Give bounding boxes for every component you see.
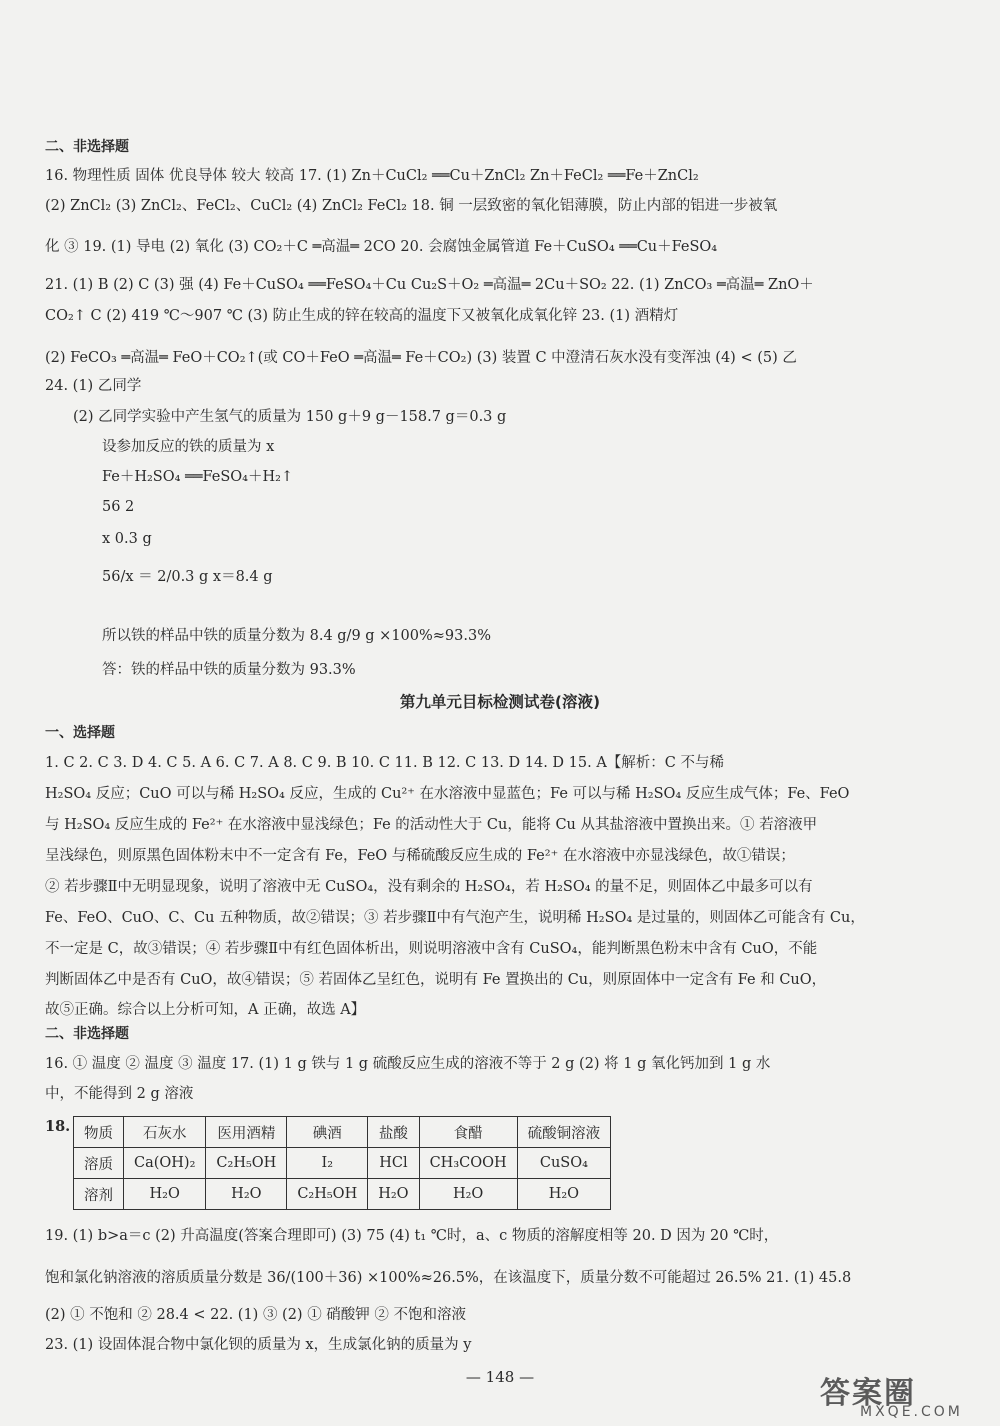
text-line: 设参加反应的铁的质量为 x (102, 439, 275, 455)
text-line: 21. (1) B (2) C (3) 强 (4) Fe＋CuSO₄ ══FeSO₄＋Cu Cu₂S＋O₂ ═高温═ 2Cu＋SO₂ 22. (1) ZnCO₃ ═高温═ ZnO＋ (45, 277, 814, 293)
text-line: (2) 乙同学实验中产生氢气的质量为 150 g＋9 g－158.7 g＝0.3 g (73, 409, 507, 425)
text-line: (2) ① 不饱和 ② 28.4 < 22. (1) ③ (2) ① 硝酸钾 ② 不饱和溶液 (45, 1307, 467, 1323)
table-cell: 溶剂 (74, 1179, 124, 1210)
table-row (74, 1148, 611, 1179)
text-line: 呈浅绿色，则原黑色固体粉末中不一定含有 Fe，FeO 与稀硫酸反应生成的 Fe²⁺ 在水溶液中亦显浅绿色，故①错误； (45, 848, 795, 864)
section-heading: 一、选择题 (45, 725, 115, 741)
table-cell: C₂H₅OH (206, 1148, 287, 1179)
text-line: 16. ① 温度 ② 温度 ③ 温度 17. (1) 1 g 铁与 1 g 硫酸反应生成的溶液不等于 2 g (2) 将 1 g 氧化钙加到 1 g 水 (45, 1056, 771, 1072)
table-cell: Ca(OH)₂ (124, 1148, 206, 1179)
table-cell: I₂ (287, 1148, 368, 1179)
table-cell: 物质 (74, 1117, 124, 1148)
text-line: (2) ZnCl₂ (3) ZnCl₂、FeCl₂、CuCl₂ (4) ZnCl₂ FeCl₂ 18. 铜 一层致密的氧化铝薄膜，防止内部的铝进一步被氧 (45, 198, 778, 214)
text-line: 56/x ＝ 2/0.3 g x＝8.4 g (102, 569, 273, 585)
text-line: (2) FeCO₃ ═高温═ FeO＋CO₂↑(或 CO＋FeO ═高温═ Fe＋CO₂) (3) 装置 C 中澄清石灰水没有变浑浊 (4) < (5) 乙 (45, 350, 797, 366)
text-line: 故⑤正确。综合以上分析可知，A 正确，故选 A】 (45, 1002, 366, 1018)
text-line: CO₂↑ C (2) 419 ℃～907 ℃ (3) 防止生成的锌在较高的温度下又被氧化成氧化锌 23. (1) 酒精灯 (45, 308, 679, 324)
text-line: 16. 物理性质 固体 优良导体 较大 较高 17. (1) Zn＋CuCl₂ ══Cu＋ZnCl₂ Zn＋FeCl₂ ══Fe＋ZnCl₂ (45, 168, 699, 184)
table-cell: H₂O (206, 1179, 287, 1210)
text-line: 23. (1) 设固体混合物中氯化钡的质量为 x，生成氯化钠的质量为 y (45, 1337, 472, 1353)
text-line: x 0.3 g (102, 531, 152, 547)
text-line: 饱和氯化钠溶液的溶质质量分数是 36/(100＋36) ×100%≈26.5%，在该温度下，质量分数不可能超过 26.5% 21. (1) 45.8 (45, 1270, 852, 1286)
text-line: 所以铁的样品中铁的质量分数为 8.4 g/9 g ×100%≈93.3% (102, 628, 491, 644)
table-cell: H₂O (419, 1179, 517, 1210)
watermark-text: 答案圈 (820, 1376, 916, 1411)
table-cell: H₂O (124, 1179, 206, 1210)
unit-title: 第九单元目标检测试卷(溶液) (399, 693, 601, 711)
watermark-logo (820, 1368, 980, 1420)
text-line: H₂SO₄ 反应；CuO 可以与稀 H₂SO₄ 反应，生成的 Cu²⁺ 在水溶液中显蓝色；Fe 可以与稀 H₂SO₄ 反应生成气体；Fe、FeO (45, 786, 850, 802)
table-cell: CH₃COOH (419, 1148, 517, 1179)
text-line: 答：铁的样品中铁的质量分数为 93.3% (102, 662, 356, 678)
table-cell: H₂O (368, 1179, 419, 1210)
table-cell: 硫酸铜溶液 (517, 1117, 611, 1148)
text-line: 判断固体乙中是否有 CuO，故④错误；⑤ 若固体乙呈红色，说明有 Fe 置换出的 Cu，则原固体中一定含有 Fe 和 CuO， (45, 972, 827, 988)
table-row (74, 1179, 611, 1210)
table-cell: 盐酸 (368, 1117, 419, 1148)
text-line: 化 ③ 19. (1) 导电 (2) 氧化 (3) CO₂＋C ═高温═ 2CO 20. 会腐蚀金属管道 Fe＋CuSO₄ ══Cu＋FeSO₄ (45, 239, 718, 255)
solution-table (73, 1116, 611, 1210)
table-cell: 医用酒精 (206, 1117, 287, 1148)
table-cell: C₂H₅OH (287, 1179, 368, 1210)
watermark-url: MXQE.COM (860, 1404, 963, 1420)
text-line: Fe＋H₂SO₄ ══FeSO₄＋H₂↑ (102, 469, 294, 485)
table-cell: 碘酒 (287, 1117, 368, 1148)
table-row (74, 1117, 611, 1148)
text-line: 与 H₂SO₄ 反应生成的 Fe²⁺ 在水溶液中显浅绿色；Fe 的活动性大于 Cu，能将 Cu 从其盐溶液中置换出来。① 若溶液甲 (45, 817, 818, 833)
table-cell: HCl (368, 1148, 419, 1179)
text-line: 不一定是 C，故③错误；④ 若步骤Ⅱ中有红色固体析出，则说明溶液中含有 CuSO₄，能判断黑色粉末中含有 CuO，不能 (45, 941, 818, 957)
table-cell: 石灰水 (124, 1117, 206, 1148)
section-heading: 二、非选择题 (45, 139, 129, 155)
table-cell: 溶质 (74, 1148, 124, 1179)
page-number: — 148 — (465, 1368, 535, 1386)
table-cell: H₂O (517, 1179, 611, 1210)
text-line: 19. (1) b>a＝c (2) 升高温度(答案合理即可) (3) 75 (4) t₁ ℃时，a、c 物质的溶解度相等 20. D 因为 20 ℃时， (45, 1228, 779, 1244)
table-cell: 食醋 (419, 1117, 517, 1148)
section-heading: 二、非选择题 (45, 1026, 129, 1042)
question-18-label: 18. (45, 1118, 71, 1135)
table-cell: CuSO₄ (517, 1148, 611, 1179)
text-line: 24. (1) 乙同学 (45, 378, 142, 394)
text-line: 56 2 (102, 499, 135, 515)
text-line: Fe、FeO、CuO、C、Cu 五种物质，故②错误；③ 若步骤Ⅱ中有气泡产生，说明稀 H₂SO₄ 是过量的，则固体乙可能含有 Cu， (45, 910, 865, 926)
text-line: 1. C 2. C 3. D 4. C 5. A 6. C 7. A 8. C 9. B 10. C 11. B 12. C 13. D 14. D 15. A【解析：C 不与稀 (45, 755, 725, 771)
text-line: ② 若步骤Ⅱ中无明显现象，说明了溶液中无 CuSO₄，没有剩余的 H₂SO₄，若 H₂SO₄ 的量不足，则固体乙中最多可以有 (45, 879, 813, 895)
text-line: 中，不能得到 2 g 溶液 (45, 1086, 194, 1102)
